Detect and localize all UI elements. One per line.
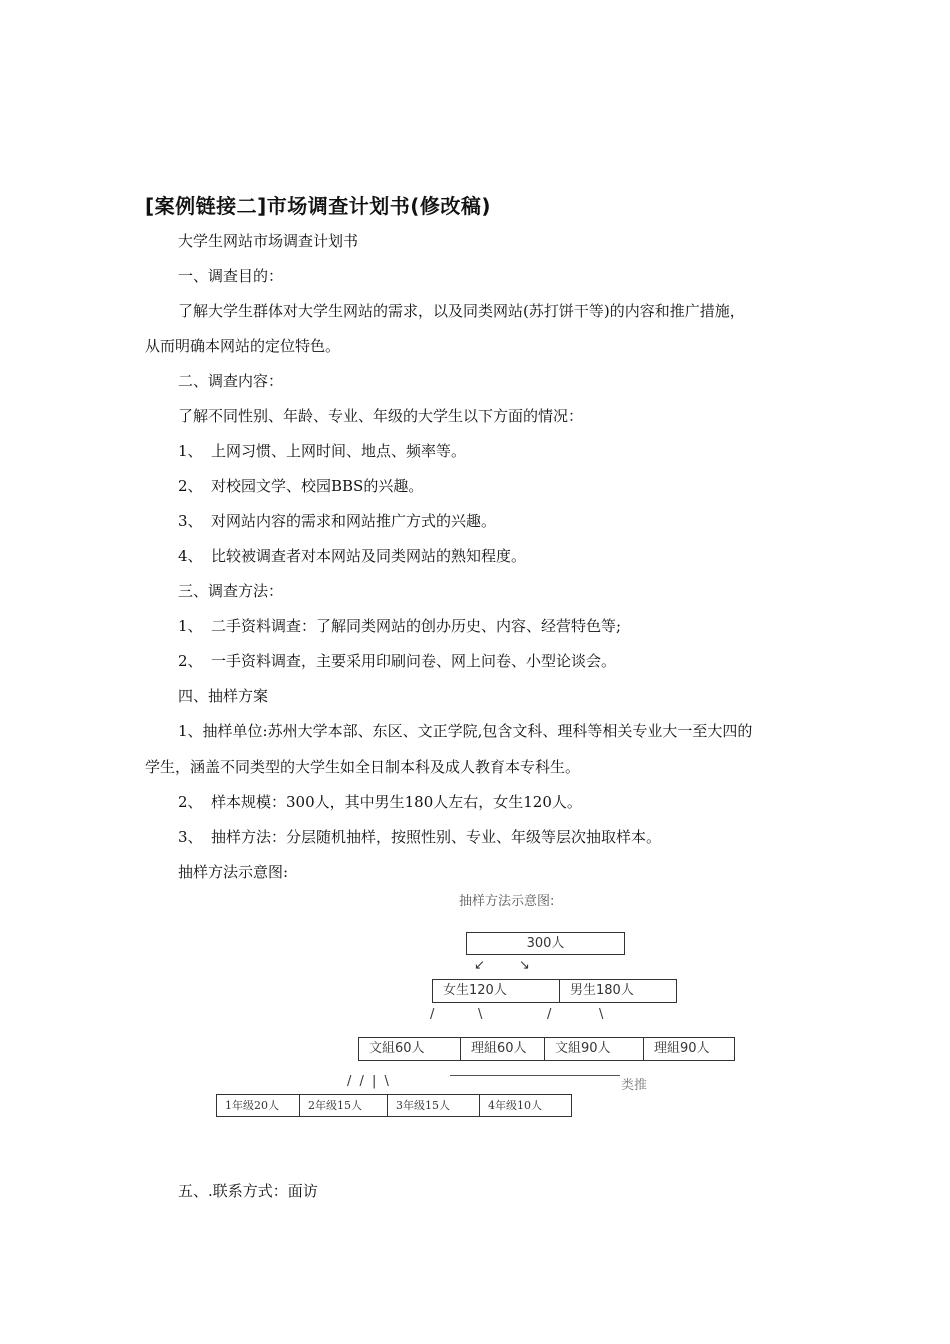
section1-paragraph-line1: 了解大学生群体对大学生网站的需求，以及同类网站(苏打饼干等)的内容和推广措施， <box>178 302 745 320</box>
grade-cell-4: 4年级10人 <box>479 1095 571 1116</box>
list-number: 1、 <box>178 442 203 460</box>
root-box <box>466 932 625 955</box>
grade-cell-2: 2年级15人 <box>299 1095 387 1116</box>
list-text: 二手资料调查：了解同类网站的创办历史、内容、经营特色等; <box>211 617 622 635</box>
section4-item-3 <box>178 827 661 847</box>
grade-slashes: / / | \ <box>347 1074 389 1089</box>
subtitle: 大学生网站市场调查计划书 <box>178 232 359 250</box>
section3-item-2 <box>178 651 616 671</box>
analogy-label: 类推 <box>621 1078 648 1093</box>
section4-item-2 <box>178 792 582 812</box>
section4-heading: 四、抽样方案 <box>178 687 269 705</box>
list-number: 3、 <box>178 512 203 530</box>
list-text: 样本规模：300人，其中男生180人左右，女生120人。 <box>211 793 582 811</box>
major-row <box>358 1037 735 1061</box>
root-arrows: ↙ ↘ <box>474 958 530 973</box>
major-cell-2: 理組60人 <box>460 1038 544 1060</box>
gender-male: 男生180人 <box>559 980 676 1002</box>
list-number: 3、 <box>178 828 203 846</box>
gender-female: 女生120人 <box>443 983 507 998</box>
list-text: 抽样方法：分层随机抽样，按照性别、专业、年级等层次抽取样本。 <box>211 828 662 846</box>
section1-heading: 一、调查目的： <box>178 267 284 285</box>
grade-row <box>216 1094 572 1117</box>
section5-heading: 五、.联系方式：面访 <box>178 1182 318 1200</box>
section1-paragraph-line2: 从而明确本网站的定位特色。 <box>145 337 341 355</box>
slash-4: \ <box>599 1007 604 1022</box>
section4-unit-line2: 学生，涵盖不同类型的大学生如全日制本科及成人教育本专科生。 <box>145 758 581 776</box>
section4-diagram-label: 抽样方法示意图: <box>178 863 289 881</box>
slash-1: / <box>430 1007 435 1022</box>
section2-item-2 <box>178 476 423 496</box>
section2-item-4 <box>178 546 526 566</box>
section2-item-3 <box>178 511 496 531</box>
list-number: 2、 <box>178 652 203 670</box>
section2-intro: 了解不同性别、年龄、专业、年级的大学生以下方面的情况： <box>178 407 584 425</box>
major-cell-1: 文組60人 <box>369 1041 425 1056</box>
list-text: 比较被调查者对本网站及同类网站的熟知程度。 <box>211 547 527 565</box>
list-number: 4、 <box>178 547 203 565</box>
list-text: 对网站内容的需求和网站推广方式的兴趣。 <box>211 512 497 530</box>
list-text: 上网习惯、上网时间、地点、频率等。 <box>211 442 467 460</box>
section3-heading: 三、调查方法： <box>178 582 284 600</box>
list-text: 对校园文学、校园BBS的兴趣。 <box>211 477 424 495</box>
list-text: 一手资料调查，主要采用印刷问卷、网上问卷、小型论谈会。 <box>211 652 617 670</box>
analogy-line <box>450 1075 620 1076</box>
root-node: 300人 <box>526 936 565 951</box>
slash-2: \ <box>478 1007 483 1022</box>
section4-unit-line1: 1、抽样单位:苏州大学本部、东区、文正学院,包含文科、理科等相关专业大一至大四的 <box>178 722 753 740</box>
list-number: 2、 <box>178 477 203 495</box>
major-cell-4: 理組90人 <box>643 1038 734 1060</box>
section2-item-1 <box>178 441 466 461</box>
section3-item-1 <box>178 616 621 636</box>
gender-row <box>432 979 677 1003</box>
list-number: 2、 <box>178 793 203 811</box>
list-number: 1、 <box>178 617 203 635</box>
document-title: [案例链接二]市场调查计划书(修改稿) <box>145 194 492 218</box>
diagram-title: 抽样方法示意图: <box>459 894 555 909</box>
section2-heading: 二、调查内容： <box>178 372 284 390</box>
grade-cell-1: 1年级20人 <box>225 1099 279 1112</box>
slash-3: / <box>547 1007 552 1022</box>
major-cell-3: 文組90人 <box>544 1038 643 1060</box>
grade-cell-3: 3年级15人 <box>387 1095 479 1116</box>
